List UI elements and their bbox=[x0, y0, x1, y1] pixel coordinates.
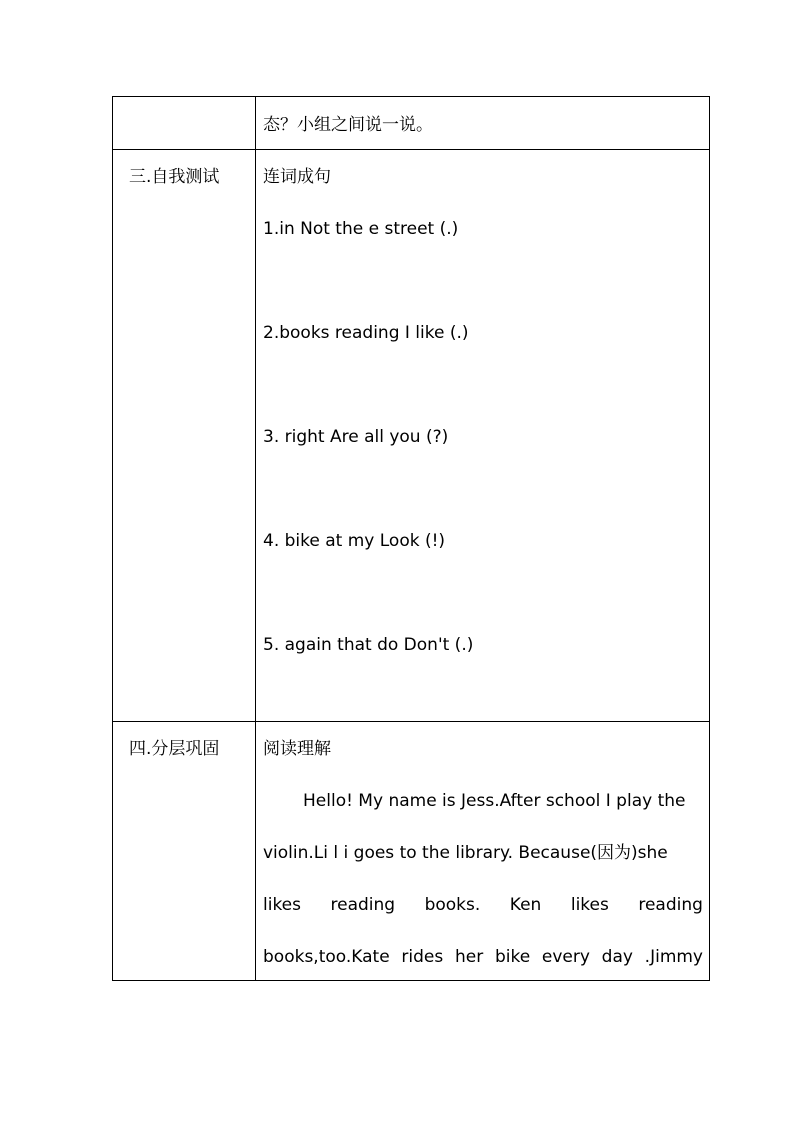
passage-word: reading bbox=[638, 895, 703, 915]
passage-word: likes bbox=[263, 895, 302, 915]
exercise-item: 2.books reading I like (.) bbox=[263, 323, 469, 343]
section-heading-reading: 阅读理解 bbox=[263, 739, 331, 759]
row-divider-2 bbox=[113, 721, 709, 722]
reading-passage bbox=[263, 790, 703, 970]
column-divider bbox=[255, 97, 256, 980]
passage-line bbox=[263, 946, 703, 968]
row1-continued-text: 态？小组之间说一说。 bbox=[263, 115, 433, 135]
passage-word: books. bbox=[424, 895, 481, 915]
passage-line: Hello! My name is Jess.After school I play the bbox=[303, 791, 686, 811]
exercise-item: 3. right Are all you (?) bbox=[263, 427, 449, 447]
passage-word: bike bbox=[494, 947, 531, 967]
exercise-item: 4. bike at my Look (!) bbox=[263, 531, 446, 551]
passage-word: rides bbox=[401, 947, 444, 967]
passage-word: likes bbox=[570, 895, 609, 915]
exercise-item: 1.in Not the e street (.) bbox=[263, 219, 459, 239]
worksheet-table bbox=[112, 96, 710, 981]
exercise-item: 5. again that do Don't (.) bbox=[263, 635, 474, 655]
passage-word: day bbox=[601, 947, 633, 967]
passage-line bbox=[263, 894, 703, 916]
passage-word: every bbox=[541, 947, 590, 967]
passage-word: .Jimmy bbox=[644, 947, 703, 967]
passage-word: reading bbox=[330, 895, 396, 915]
passage-line: violin.Li l i goes to the library. Because(因为)she bbox=[263, 843, 668, 863]
section-label-self-test: 三.自我测试 bbox=[129, 167, 220, 187]
passage-word: her bbox=[454, 947, 484, 967]
row-divider-1 bbox=[113, 149, 709, 150]
passage-word: books,too.Kate bbox=[263, 947, 390, 967]
section-label-layered-practice: 四.分层巩固 bbox=[129, 739, 220, 759]
section-heading-sentence-ordering: 连词成句 bbox=[263, 167, 331, 187]
passage-word: Ken bbox=[509, 895, 542, 915]
